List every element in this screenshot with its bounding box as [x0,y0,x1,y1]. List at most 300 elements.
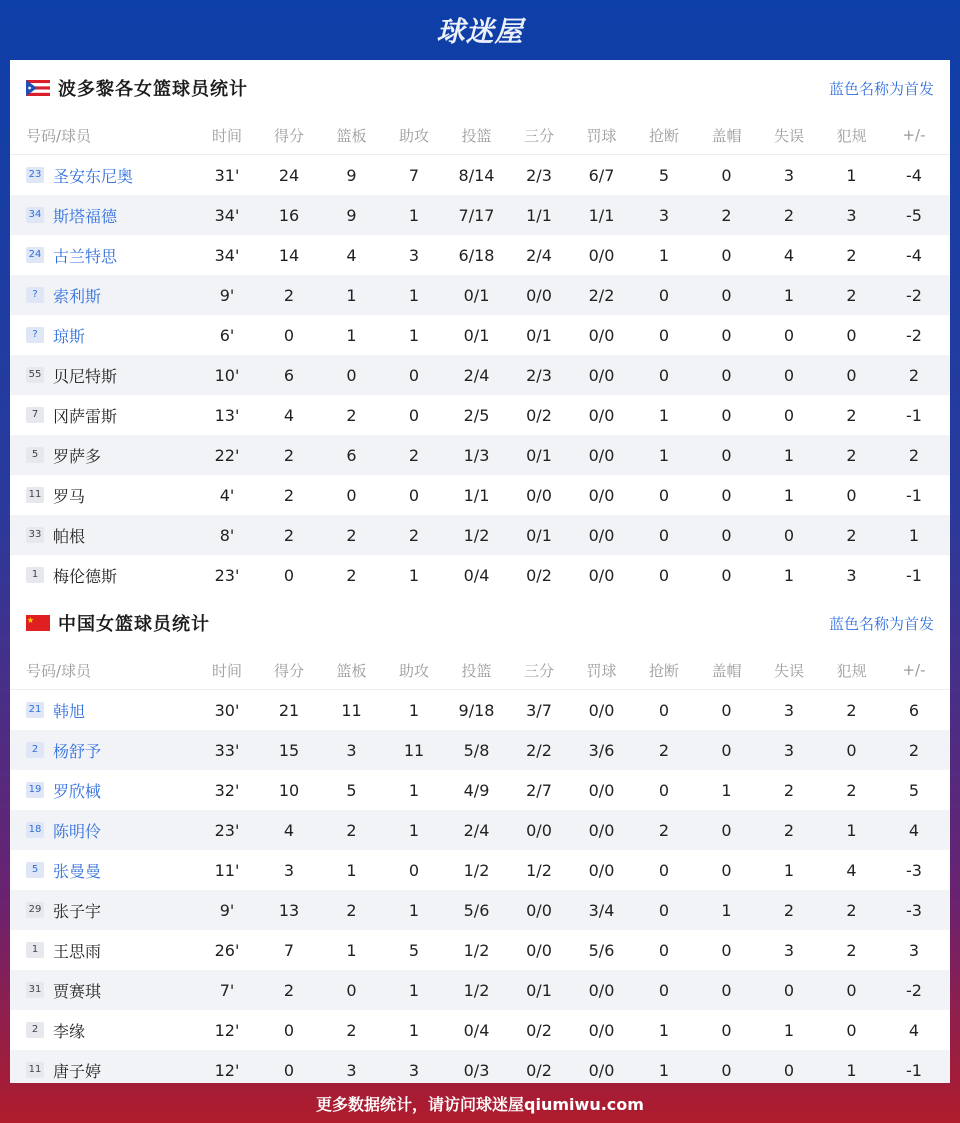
stat-plus-minus: -2 [906,980,922,1000]
player-cell[interactable] [26,404,196,427]
player-row[interactable] [10,395,950,435]
stat-plus-minus: -1 [906,565,922,585]
player-name[interactable]: 琼斯 [53,326,86,346]
stat-turnovers: 0 [783,365,795,385]
stat-rebounds: 2 [346,405,357,425]
stat-rebounds: 9 [346,205,357,225]
player-row[interactable] [10,730,950,770]
stat-field-goals: 1/2 [463,980,490,1000]
stat-plus-minus: -1 [906,1060,922,1080]
player-cell[interactable] [26,284,196,307]
stat-free-throws: 6/7 [588,165,615,185]
player-row[interactable] [10,690,950,730]
stat-three-pointers: 2/4 [526,245,552,265]
stat-points: 16 [278,205,300,225]
stat-turnovers: 4 [783,245,795,265]
section-header [10,60,950,116]
stat-points: 13 [278,900,300,920]
player-row[interactable] [10,810,950,850]
player-cell[interactable] [26,979,196,1002]
player-cell[interactable] [26,1019,196,1042]
stat-blocks: 0 [721,445,732,465]
jersey-number: 23 [26,167,44,183]
player-row[interactable] [10,850,950,890]
stat-field-goals: 7/17 [458,205,495,225]
team-title-wrap [26,610,210,636]
player-row[interactable] [10,1050,950,1083]
player-cell[interactable] [26,364,196,387]
stat-minutes: 30' [214,700,240,720]
stat-plus-minus: -3 [906,860,922,880]
stat-blocks: 0 [721,1020,732,1040]
stat-field-goals: 1/2 [463,525,490,545]
stat-minutes: 13' [214,405,240,425]
player-name[interactable]: 唐子婷 [53,1061,102,1081]
stat-blocks: 0 [721,820,732,840]
stat-assists: 1 [408,285,420,305]
player-row[interactable] [10,555,950,595]
column-header: 号码/球员 [26,661,92,680]
player-name[interactable]: 梅伦德斯 [53,566,118,586]
jersey-number: 18 [26,822,44,838]
jersey-number: 5 [26,447,44,463]
jersey-number: 24 [26,247,44,263]
stat-assists: 1 [408,205,420,225]
stat-rebounds: 11 [341,700,362,720]
stat-minutes: 34' [214,205,240,225]
stat-minutes: 31' [214,165,240,185]
player-cell[interactable] [26,939,196,962]
stat-three-pointers: 1/2 [526,860,552,880]
stat-fouls: 1 [846,165,857,185]
player-cell[interactable] [26,324,196,347]
stat-steals: 0 [658,900,670,920]
stat-assists: 1 [408,900,420,920]
stat-steals: 0 [658,565,670,585]
stat-rebounds: 1 [346,325,357,345]
stat-rebounds: 1 [346,285,357,305]
stat-fouls: 2 [846,245,857,265]
stat-blocks: 0 [721,325,732,345]
stat-plus-minus: 2 [908,365,920,385]
player-row[interactable] [10,155,950,195]
stat-plus-minus: -4 [906,245,922,265]
starter-note: 蓝色名称为首发 [828,614,934,633]
stat-field-goals: 2/5 [463,405,490,425]
stat-blocks: 0 [721,245,732,265]
stat-assists: 1 [408,325,420,345]
stat-rebounds: 2 [346,820,357,840]
stat-blocks: 1 [721,780,732,800]
column-header: 投篮 [461,661,492,680]
stat-assists: 0 [408,365,420,385]
player-row[interactable] [10,235,950,275]
stat-rebounds: 4 [346,245,357,265]
stat-turnovers: 1 [783,860,795,880]
column-header: 盖帽 [711,126,742,145]
player-name[interactable]: 李缘 [53,1021,86,1041]
stat-assists: 11 [403,740,425,760]
column-header-row [10,116,950,155]
stat-free-throws: 0/0 [588,525,615,545]
stat-minutes: 8' [219,525,235,545]
puerto-rico-flag-icon [26,80,50,96]
stat-three-pointers: 0/1 [526,980,552,1000]
stat-minutes: 9' [219,285,235,305]
player-name[interactable]: 古兰特思 [53,246,118,266]
stat-three-pointers: 0/2 [526,1060,552,1080]
player-row[interactable] [10,515,950,555]
team-title-wrap [26,75,248,101]
stat-points: 3 [283,860,295,880]
stat-field-goals: 0/4 [463,1020,490,1040]
stat-turnovers: 0 [783,525,795,545]
stat-points: 10 [278,780,300,800]
jersey-number: 11 [26,1062,44,1078]
team-title: 波多黎各女篮球员统计 [58,79,248,100]
player-row[interactable] [10,1010,950,1050]
footer-banner [0,1083,960,1123]
stat-points: 2 [283,285,295,305]
stat-plus-minus: 1 [908,525,920,545]
stat-turnovers: 2 [783,820,795,840]
player-name[interactable]: 罗马 [53,486,86,506]
stat-minutes: 12' [214,1020,240,1040]
stat-field-goals: 5/6 [463,900,490,920]
stat-assists: 3 [408,1060,420,1080]
stat-plus-minus: -1 [906,485,922,505]
stat-turnovers: 2 [783,205,795,225]
player-row[interactable] [10,315,950,355]
player-cell[interactable] [26,564,196,587]
stat-field-goals: 1/1 [463,485,490,505]
stat-minutes: 12' [214,1060,240,1080]
section-header [10,595,950,651]
player-cell[interactable] [26,859,196,882]
stat-minutes: 34' [214,245,240,265]
stat-three-pointers: 0/0 [526,285,552,305]
stat-assists: 0 [408,485,420,505]
player-cell[interactable] [26,524,196,547]
player-cell[interactable] [26,244,196,267]
stat-assists: 1 [408,980,420,1000]
jersey-number: 55 [26,367,44,383]
stat-points: 4 [283,405,295,425]
stat-field-goals: 4/9 [463,780,490,800]
stat-free-throws: 0/0 [588,1020,615,1040]
jersey-number: 19 [26,782,44,798]
stat-three-pointers: 2/7 [526,780,552,800]
column-header: 三分 [523,126,554,145]
stat-minutes: 4' [219,485,235,505]
player-cell[interactable] [26,1059,196,1082]
stat-fouls: 0 [846,485,857,505]
stat-free-throws: 0/0 [588,860,615,880]
stat-field-goals: 5/8 [463,740,490,760]
player-cell[interactable] [26,819,196,842]
player-cell[interactable] [26,204,196,227]
stat-minutes: 6' [219,325,235,345]
stat-turnovers: 3 [783,940,795,960]
column-header: 罚球 [586,126,617,145]
stat-free-throws: 0/0 [588,405,615,425]
jersey-number: 2 [26,742,44,758]
stat-steals: 2 [658,820,670,840]
player-name[interactable]: 斯塔福德 [53,206,118,226]
column-header: 时间 [211,126,242,145]
stat-free-throws: 5/6 [588,940,615,960]
app-header [0,0,960,60]
stat-assists: 1 [408,820,420,840]
stat-points: 4 [283,820,295,840]
stat-fouls: 3 [846,205,857,225]
stat-minutes: 23' [214,565,240,585]
player-name[interactable]: 贾赛琪 [53,981,102,1001]
column-header: 篮板 [336,126,367,145]
stat-three-pointers: 2/3 [526,365,552,385]
stat-blocks: 1 [721,900,732,920]
stat-blocks: 0 [721,1060,732,1080]
stat-three-pointers: 0/0 [526,485,552,505]
player-name[interactable]: 杨舒予 [53,741,102,761]
stat-fouls: 1 [846,1060,857,1080]
stat-turnovers: 3 [783,165,795,185]
stat-plus-minus: -1 [906,405,922,425]
stat-minutes: 9' [219,900,235,920]
stat-points: 0 [283,1020,295,1040]
stat-steals: 0 [658,365,670,385]
player-name[interactable]: 张曼曼 [53,861,102,881]
stat-fouls: 0 [846,325,857,345]
stat-points: 24 [278,165,300,185]
stat-steals: 0 [658,525,670,545]
stat-free-throws: 0/0 [588,1060,615,1080]
stat-free-throws: 0/0 [588,485,615,505]
stat-plus-minus: -2 [906,285,922,305]
stat-free-throws: 2/2 [588,285,615,305]
player-name[interactable]: 陈明伶 [53,821,102,841]
stat-points: 2 [283,485,295,505]
player-cell[interactable] [26,444,196,467]
stat-rebounds: 2 [346,900,357,920]
stat-steals: 5 [658,165,670,185]
column-header: 抢断 [648,661,679,680]
stat-assists: 2 [408,445,420,465]
player-row[interactable] [10,890,950,930]
stat-free-throws: 0/0 [588,365,615,385]
stat-turnovers: 2 [783,900,795,920]
column-header: 抢断 [648,126,679,145]
player-name[interactable]: 张子宇 [53,901,102,921]
starter-note: 蓝色名称为首发 [828,79,934,98]
column-header: 得分 [273,661,304,680]
column-header: 罚球 [586,661,617,680]
stat-minutes: 10' [214,365,240,385]
stat-assists: 2 [408,525,420,545]
stat-three-pointers: 0/2 [526,565,552,585]
stat-fouls: 2 [846,285,857,305]
stat-fouls: 2 [846,525,857,545]
stat-rebounds: 1 [346,860,357,880]
jersey-number: 21 [26,702,44,718]
stat-plus-minus: -5 [906,205,922,225]
stat-rebounds: 0 [346,980,357,1000]
stat-field-goals: 1/2 [463,860,490,880]
stat-free-throws: 0/0 [588,445,615,465]
column-header: 号码/球员 [26,126,92,145]
player-name[interactable]: 索利斯 [53,286,102,306]
stat-plus-minus: 2 [908,740,920,760]
stat-steals: 0 [658,325,670,345]
stat-minutes: 23' [214,820,240,840]
player-cell[interactable] [26,779,196,802]
column-header: 三分 [523,661,554,680]
stat-minutes: 26' [214,940,240,960]
player-name[interactable]: 韩旭 [53,701,86,721]
stat-three-pointers: 2/2 [526,740,552,760]
column-header: 犯规 [836,661,867,680]
stat-three-pointers: 0/2 [526,405,552,425]
player-row[interactable] [10,930,950,970]
column-header-row [10,651,950,690]
stat-field-goals: 6/18 [458,245,495,265]
stat-fouls: 2 [846,940,857,960]
player-row[interactable] [10,475,950,515]
stat-free-throws: 1/1 [588,205,615,225]
stat-steals: 1 [658,445,670,465]
player-cell[interactable] [26,699,196,722]
stat-turnovers: 2 [783,780,795,800]
stat-assists: 5 [408,940,420,960]
stat-turnovers: 0 [783,405,795,425]
stat-blocks: 0 [721,740,732,760]
stat-fouls: 3 [846,565,857,585]
jersey-number: 29 [26,902,44,918]
stat-steals: 0 [658,485,670,505]
player-row[interactable] [10,970,950,1010]
stat-minutes: 32' [214,780,240,800]
stat-three-pointers: 0/2 [526,1020,552,1040]
stat-points: 2 [283,525,295,545]
stat-plus-minus: 4 [908,820,920,840]
stat-blocks: 0 [721,485,732,505]
stat-blocks: 0 [721,860,732,880]
stat-three-pointers: 0/0 [526,820,552,840]
stat-points: 0 [283,1060,295,1080]
player-cell[interactable] [26,484,196,507]
stat-rebounds: 0 [346,365,357,385]
player-name[interactable]: 罗萨多 [53,446,102,466]
stat-free-throws: 0/0 [588,980,615,1000]
player-row[interactable] [10,195,950,235]
stat-assists: 3 [408,245,420,265]
stat-fouls: 4 [846,860,857,880]
stat-steals: 1 [658,245,670,265]
jersey-number: ? [26,287,44,303]
stat-plus-minus: 2 [908,445,920,465]
column-header: +/- [902,661,926,679]
site-logo: 球迷屋 [436,15,524,48]
player-name[interactable]: 冈萨雷斯 [53,406,118,426]
stat-turnovers: 0 [783,325,795,345]
stat-three-pointers: 0/0 [526,940,552,960]
stat-field-goals: 1/3 [463,445,490,465]
stat-points: 6 [283,365,295,385]
player-row[interactable] [10,355,950,395]
stat-steals: 2 [658,740,670,760]
stat-turnovers: 1 [783,485,795,505]
player-name[interactable]: 帕根 [53,526,86,546]
column-header: 助攻 [398,126,429,145]
player-name[interactable]: 罗欣棫 [53,781,102,801]
stat-three-pointers: 1/1 [526,205,552,225]
stat-rebounds: 2 [346,525,357,545]
player-cell[interactable] [26,164,196,187]
column-header: 失误 [773,126,804,145]
stat-field-goals: 1/2 [463,940,490,960]
player-name[interactable]: 贝尼特斯 [53,366,118,386]
player-cell[interactable] [26,739,196,762]
stat-steals: 1 [658,405,670,425]
stat-rebounds: 3 [346,1060,357,1080]
stat-points: 0 [283,565,295,585]
stat-rebounds: 1 [346,940,357,960]
stat-plus-minus: 4 [908,1020,920,1040]
stat-steals: 0 [658,285,670,305]
stat-blocks: 0 [721,940,732,960]
player-row[interactable] [10,275,950,315]
stat-steals: 0 [658,940,670,960]
player-row[interactable] [10,770,950,810]
stat-rebounds: 9 [346,165,357,185]
stat-field-goals: 0/3 [463,1060,490,1080]
column-header: 篮板 [336,661,367,680]
stat-turnovers: 1 [783,1020,795,1040]
stat-points: 15 [278,740,300,760]
column-header: 投篮 [461,126,492,145]
stat-turnovers: 3 [783,700,795,720]
stat-free-throws: 0/0 [588,780,615,800]
stat-field-goals: 2/4 [463,365,490,385]
stat-rebounds: 0 [346,485,357,505]
stat-free-throws: 3/6 [588,740,615,760]
stat-points: 7 [283,940,295,960]
stat-fouls: 0 [846,980,857,1000]
stat-plus-minus: 3 [908,940,920,960]
stat-plus-minus: -3 [906,900,922,920]
stat-fouls: 2 [846,780,857,800]
stat-minutes: 11' [214,860,240,880]
player-row[interactable] [10,435,950,475]
stat-fouls: 2 [846,900,857,920]
china-flag-icon [26,615,50,631]
stat-steals: 0 [658,860,670,880]
stat-three-pointers: 0/1 [526,325,552,345]
footer-link-text[interactable]: 更多数据统计，请访问球迷屋qiumiwu.com [316,1094,644,1114]
jersey-number: 7 [26,407,44,423]
stat-fouls: 0 [846,1020,857,1040]
stat-assists: 1 [408,780,420,800]
player-name[interactable]: 圣安东尼奥 [53,166,134,186]
jersey-number: 1 [26,567,44,583]
stat-fouls: 2 [846,445,857,465]
stat-blocks: 0 [721,285,732,305]
player-name[interactable]: 王思雨 [53,941,102,961]
jersey-number: 5 [26,862,44,878]
column-header: 助攻 [398,661,429,680]
stat-steals: 1 [658,1020,670,1040]
player-cell[interactable] [26,899,196,922]
